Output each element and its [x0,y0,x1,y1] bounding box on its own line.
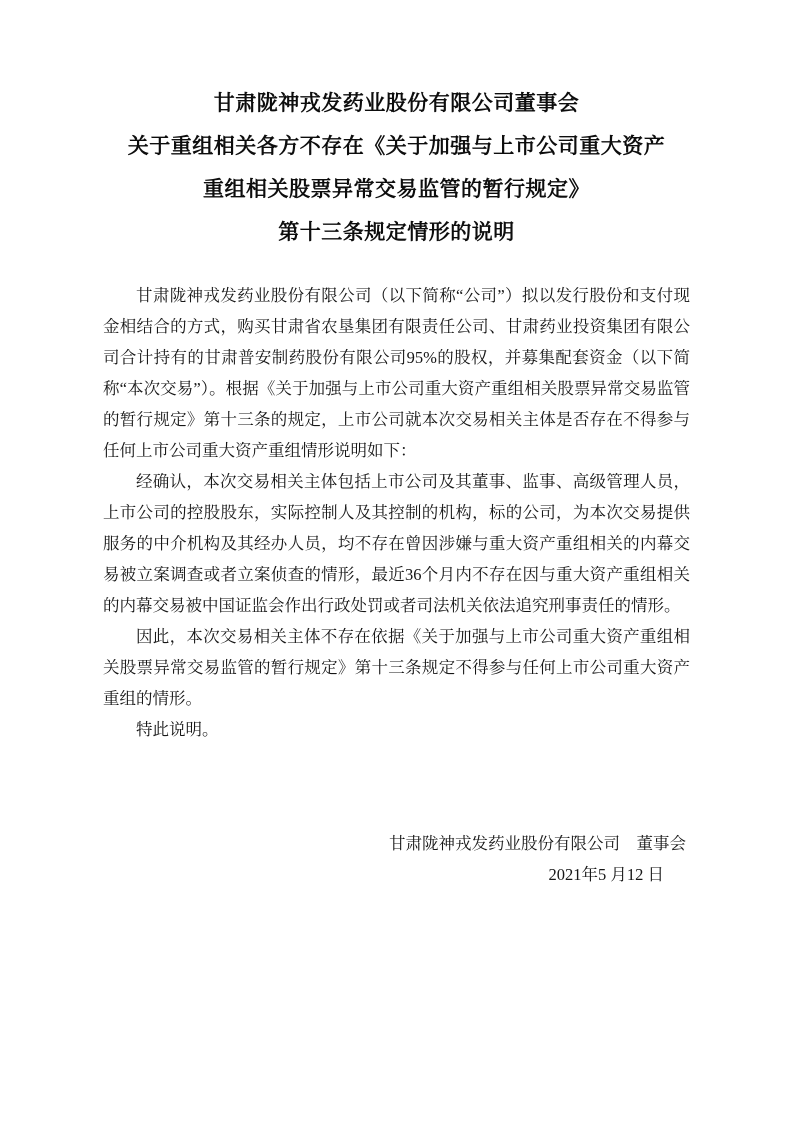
document-body [103,280,690,745]
paragraph-confirmation: 经确认，本次交易相关主体包括上市公司及其董事、监事、高级管理人员，上市公司的控股股东，实际控制人及其控制的机构，标的公司，为本次交易提供服务的中介机构及其经办人员，均不存在曾因涉嫌与重大资产重组相关的内幕交易被立案调查或者立案侦查的情形，最近36个月内不存在因与重大资产重组相关的内幕交易被中国证监会作出行政处罚或者司法机关依法追究刑事责任的情形。 [103,472,690,615]
title-line-3: 重组相关股票异常交易监管的暂行规定》 [203,177,590,201]
title-line-4: 第十三条规定情形的说明 [278,220,515,244]
title-line-2: 关于重组相关各方不存在《关于加强与上市公司重大资产 [127,134,666,158]
document-title [0,0,793,254]
signature-company: 甘肃陇神戎发药业股份有限公司 董事会 [389,834,686,853]
paragraph-closing: 特此说明。 [136,720,219,739]
paragraph-conclusion: 因此，本次交易相关主体不存在依据《关于加强与上市公司重大资产重组相关股票异常交易监管的暂行规定》第十三条规定不得参与任何上市公司重大资产重组的情形。 [103,627,690,708]
title-line-1: 甘肃陇神戎发药业股份有限公司董事会 [213,91,580,115]
signature-date: 2021年5 月12 日 [548,865,664,884]
signature-block [103,828,690,890]
paragraph-intro: 甘肃陇神戎发药业股份有限公司（以下简称“公司”）拟以发行股份和支付现金相结合的方式，购买甘肃省农垦集团有限责任公司、甘肃药业投资集团有限公司合计持有的甘肃普安制药股份有限公司95%的股权，并募集配套资金（以下简称“本次交易”）。根据《关于加强与上市公司重大资产重组相关股票异常交易监管的暂行规定》第十三条的规定，上市公司就本次交易相关主体是否存在不得参与任何上市公司重大资产重组情形说明如下： [103,286,690,460]
